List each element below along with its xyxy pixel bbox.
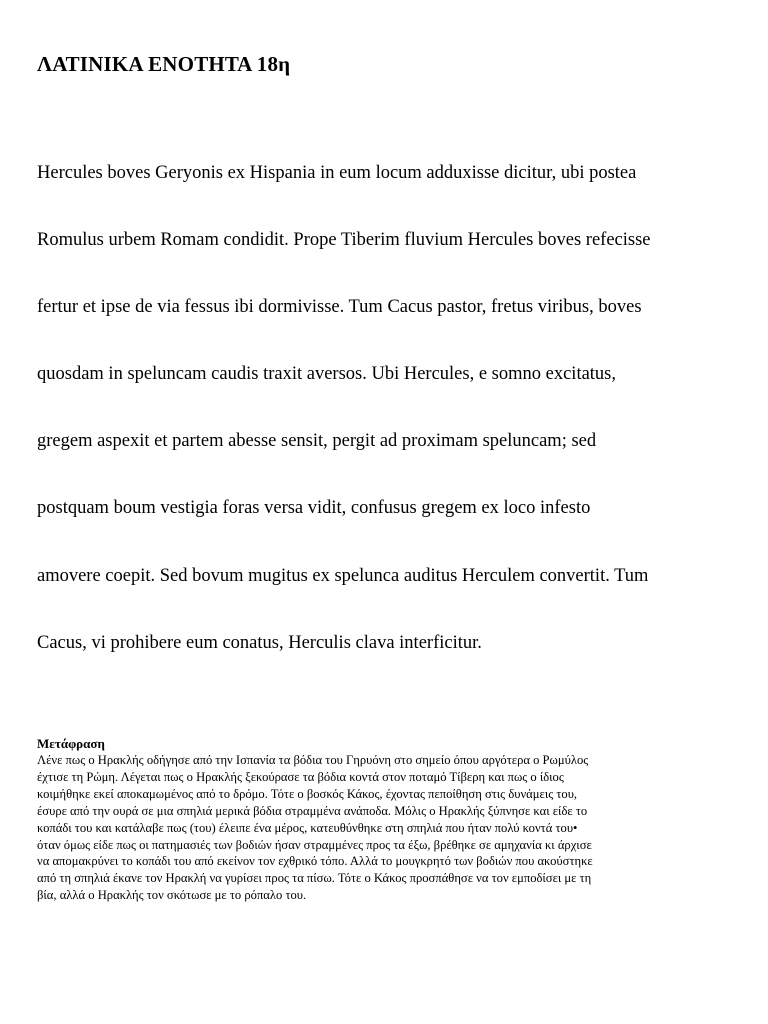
latin-text-line: quosdam in speluncam caudis traxit aversos. Ubi Hercules, e somno excitatus, <box>37 364 617 384</box>
translation-text-line: έσυρε από την ουρά σε μια σπηλιά μερικά βόδια στραμμένα ανάποδα. Μόλις ο Ηρακλής ξύπνησε και είδε το <box>37 803 588 818</box>
translation-text-line: κοιμήθηκε εκεί αποκαμωμένος από το δρόμο. Τότε ο βοσκός Κάκος, έχοντας πεποίθηση στις δυνάμεις του, <box>37 786 578 801</box>
translation-text-line: από τη σπηλιά έκανε τον Ηρακλή να γυρίσει προς τα πίσω. Τότε ο Κάκος προσπάθησε να τον εμποδίσει με τη <box>37 871 592 886</box>
translation-text-line: να απομακρύνει το κοπάδι του από εκείνον τον εχθρικό τόπο. Αλλά το μουγκρητό των βοδιών που ακούστηκε <box>37 854 593 869</box>
document-title: ΛΑΤΙΝΙΚΑ ΕΝΟΤΗΤΑ 18η <box>37 52 291 76</box>
latin-text-line: Cacus, vi prohibere eum conatus, Herculis clava interficitur. <box>37 633 482 653</box>
translation-text-line: έχτισε τη Ρώμη. Λέγεται πως ο Ηρακλής ξεκούρασε τα βόδια κοντά στον ποταμό Τίβερη και πως ο ίδιος <box>37 769 564 784</box>
latin-text-line: amovere coepit. Sed bovum mugitus ex spelunca auditus Herculem convertit. Tum <box>37 566 649 586</box>
translation-text-line: βία, αλλά ο Ηρακλής τον σκότωσε με το ρόπαλο του. <box>37 888 307 903</box>
translation-text-line: όταν όμως είδε πως οι πατημασιές των βοδιών ήσαν στραμμένες προς τα έξω, βρέθηκε σε αμηχανία κι άρχισε <box>37 837 592 852</box>
latin-text-line: postquam boum vestigia foras versa vidit, confusus gregem ex loco infesto <box>37 498 591 518</box>
translation-text-line: Λένε πως ο Ηρακλής οδήγησε από την Ισπανία τα βόδια του Γηρυόνη στο σημείο όπου αργότερα ο Ρωμύλος <box>37 753 589 767</box>
latin-text-line: Romulus urbem Romam condidit. Prope Tiberim fluvium Hercules boves refecisse <box>37 230 651 250</box>
latin-text-line: Hercules boves Geryonis ex Hispania in eum locum adduxisse dicitur, ubi postea <box>37 163 637 183</box>
latin-text-line: fertur et ipse de via fessus ibi dormivisse. Tum Cacus pastor, fretus viribus, boves <box>37 297 642 317</box>
translation-heading: Μετάφραση <box>37 736 105 751</box>
translation-text-line: κοπάδι του και κατάλαβε πως (του) έλειπε ένα μέρος, κατευθύνθηκε στη σπηλιά που ήταν πολύ κοντά του• <box>37 820 578 835</box>
translation-section <box>37 735 737 904</box>
latin-text-line: gregem aspexit et partem abesse sensit, pergit ad proximam speluncam; sed <box>37 431 597 451</box>
